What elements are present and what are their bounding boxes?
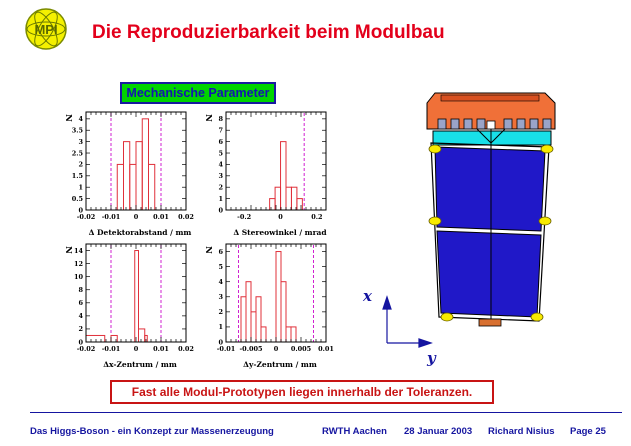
y-tick-label: 6 bbox=[218, 247, 223, 256]
y-tick-label: 6 bbox=[218, 137, 223, 146]
x-tick-label: 0.02 bbox=[178, 213, 194, 221]
y-tick-label: 0 bbox=[78, 206, 83, 215]
x-tick-label: 0 bbox=[278, 213, 283, 221]
histogram-bin bbox=[142, 119, 148, 210]
footer-date: 28 Januar 2003 bbox=[404, 426, 473, 437]
y-tick-label: 3 bbox=[218, 293, 223, 302]
histogram-x-centre bbox=[48, 236, 200, 374]
histogram-bin bbox=[149, 164, 155, 210]
mpi-logo bbox=[22, 6, 70, 52]
y-tick-label: 1 bbox=[218, 194, 223, 203]
y-tick-label: 0 bbox=[78, 338, 83, 347]
histogram-bin bbox=[270, 199, 275, 210]
slide-title: Die Reproduzierbarkeit beim Modulbau bbox=[92, 22, 445, 43]
sensor-upper bbox=[435, 147, 545, 231]
histogram-bin bbox=[124, 142, 130, 210]
y-tick-label: 2 bbox=[218, 183, 223, 192]
footer-author: Richard Nisius bbox=[488, 426, 555, 437]
x-tick-label: -0.01 bbox=[216, 345, 236, 353]
x-tick-label: -0.01 bbox=[101, 213, 121, 221]
y-tick-label: 3 bbox=[78, 137, 83, 146]
sensor-lower bbox=[437, 231, 541, 317]
y-tick-label: 12 bbox=[73, 259, 83, 268]
histogram-bin bbox=[261, 327, 266, 342]
y-tick-label: 2 bbox=[218, 308, 223, 317]
footer-divider bbox=[30, 412, 622, 413]
y-tick-label: 0 bbox=[218, 206, 223, 215]
x-axis-label: Δy-Zentrum / mm bbox=[243, 360, 317, 369]
y-axis-label: N bbox=[63, 114, 73, 122]
y-tick-label: 14 bbox=[73, 246, 83, 255]
y-tick-label: 10 bbox=[73, 272, 83, 281]
histogram-bin bbox=[246, 282, 251, 342]
histogram-y-centre bbox=[200, 236, 340, 374]
y-tick-label: 1 bbox=[218, 323, 223, 332]
x-tick-label: 0.02 bbox=[178, 345, 194, 353]
histogram-bin bbox=[139, 329, 145, 342]
y-tick-label: 8 bbox=[78, 286, 83, 295]
y-tick-label: 4 bbox=[78, 115, 83, 124]
histogram-bin bbox=[241, 297, 246, 342]
x-axis-label: Δ Detektorabstand / mm bbox=[88, 228, 192, 237]
x-tick-label: -0.02 bbox=[76, 345, 96, 353]
coordinate-axes bbox=[383, 297, 431, 347]
y-tick-label: 4 bbox=[78, 312, 83, 321]
histogram-bin bbox=[256, 297, 261, 342]
y-tick-label: 1 bbox=[78, 183, 83, 192]
histogram-bin bbox=[286, 327, 291, 342]
histogram-bin bbox=[291, 327, 296, 342]
y-tick-label: 2.5 bbox=[71, 149, 83, 158]
y-tick-label: 2 bbox=[78, 160, 83, 169]
histogram-detector-distance bbox=[48, 104, 200, 242]
y-axis-label: N bbox=[63, 246, 73, 254]
x-tick-label: 0 bbox=[273, 345, 279, 353]
histogram-bin bbox=[281, 142, 286, 210]
x-tick-label: -0.2 bbox=[237, 213, 252, 221]
y-tick-label: 3 bbox=[218, 172, 223, 181]
x-tick-label: 0 bbox=[133, 345, 139, 353]
histogram-bin bbox=[276, 252, 281, 342]
y-tick-label: 2 bbox=[78, 325, 83, 334]
x-tick-label: 0 bbox=[133, 213, 139, 221]
x-tick-label: 0.2 bbox=[311, 213, 323, 221]
histogram-bin bbox=[135, 251, 139, 342]
y-tick-label: 8 bbox=[218, 115, 223, 124]
y-tick-label: 3.5 bbox=[71, 126, 83, 135]
footer-page: Page 25 bbox=[570, 426, 606, 437]
histogram-bin bbox=[281, 282, 286, 342]
histogram-bin bbox=[297, 199, 302, 210]
y-tick-label: 4 bbox=[218, 160, 223, 169]
y-tick-label: 5 bbox=[218, 149, 223, 158]
y-axis-label: N bbox=[203, 246, 213, 254]
x-axis-label: Δ Stereowinkel / mrad bbox=[233, 228, 327, 237]
x-axis-label: x bbox=[363, 287, 372, 305]
y-axis-label: N bbox=[203, 114, 213, 122]
histogram-bin bbox=[86, 335, 105, 342]
y-axis-label: y bbox=[427, 349, 436, 367]
y-tick-label: 5 bbox=[218, 262, 223, 271]
histogram-bin bbox=[251, 312, 256, 342]
module-diagram bbox=[355, 85, 580, 375]
x-tick-label: -0.02 bbox=[76, 213, 96, 221]
histogram-bin bbox=[117, 164, 123, 210]
x-tick-label: -0.01 bbox=[101, 345, 121, 353]
histogram-bin bbox=[286, 187, 291, 210]
plot-frame bbox=[86, 244, 186, 342]
y-tick-label: 0.5 bbox=[71, 194, 83, 203]
conclusion-box: Fast alle Modul-Prototypen liegen innerhalb der Toleranzen. bbox=[110, 380, 494, 404]
x-tick-label: -0.005 bbox=[239, 345, 263, 353]
footer-institute: RWTH Aachen bbox=[322, 426, 387, 437]
y-tick-label: 6 bbox=[78, 299, 83, 308]
footer-talk-title: Das Higgs-Boson - ein Konzept zur Massenerzeugung bbox=[30, 426, 274, 437]
histogram-bin bbox=[130, 164, 136, 210]
plot-frame bbox=[226, 112, 326, 210]
histogram-bin bbox=[291, 187, 296, 210]
x-tick-label: 0.005 bbox=[290, 345, 312, 353]
x-tick-label: 0.01 bbox=[153, 213, 169, 221]
y-tick-label: 7 bbox=[218, 126, 223, 135]
logo-text: MPI bbox=[34, 22, 58, 37]
histogram-bin bbox=[136, 142, 142, 210]
y-tick-label: 0 bbox=[218, 338, 223, 347]
y-tick-label: 1.5 bbox=[71, 172, 83, 181]
cooling-spine bbox=[433, 131, 551, 145]
x-tick-label: 0.01 bbox=[318, 345, 334, 353]
y-tick-label: 4 bbox=[218, 277, 223, 286]
x-axis-label: Δx-Zentrum / mm bbox=[103, 360, 177, 369]
histogram-stereo-angle bbox=[200, 104, 340, 242]
section-label: Mechanische Parameter bbox=[120, 82, 276, 104]
x-tick-label: 0.01 bbox=[153, 345, 169, 353]
